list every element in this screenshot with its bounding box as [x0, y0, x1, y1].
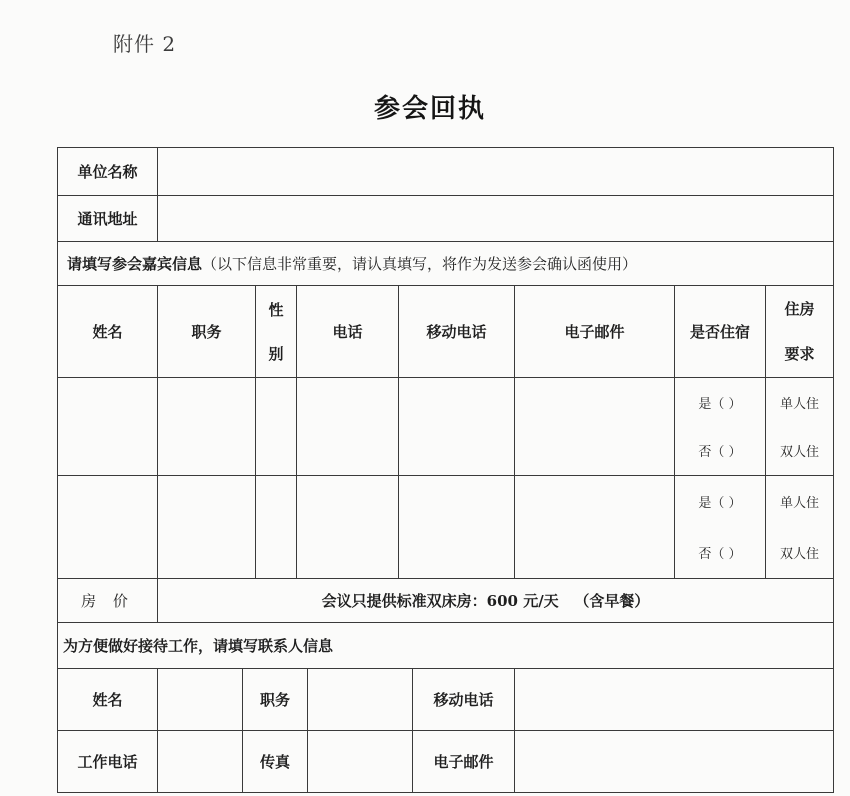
guest2-room-double: 双人住 — [779, 547, 819, 562]
header-room-text: 住房要求 — [784, 299, 815, 363]
contact-position-value — [307, 668, 413, 731]
guest2-lodging-no: 否（ ） — [698, 547, 742, 562]
guest2-phone — [296, 475, 399, 579]
header-gender-text: 性别 — [268, 300, 284, 363]
header-position: 职务 — [157, 285, 256, 378]
guest-instruction — [57, 241, 834, 286]
header-name: 姓名 — [57, 285, 158, 378]
guest2-mobile — [398, 475, 515, 579]
price-text: 会议只提供标准双床房：600 元/天 （含早餐） — [157, 578, 834, 623]
org-address-value — [157, 195, 834, 242]
guest2-position — [157, 475, 256, 579]
contact-position-label: 职务 — [242, 668, 308, 731]
guest2-room — [765, 475, 834, 579]
guest1-room-single: 单人住 — [779, 396, 819, 412]
org-name-label: 单位名称 — [57, 147, 158, 196]
guest2-lodging-yes: 是（ ） — [698, 496, 742, 511]
guest2-name — [57, 475, 158, 579]
guest2-lodging — [674, 475, 766, 579]
header-lodging: 是否住宿 — [674, 285, 766, 378]
contact-name-label: 姓名 — [57, 668, 158, 731]
contact-work-phone-value — [157, 730, 243, 793]
contact-mobile-label: 移动电话 — [412, 668, 515, 731]
org-name-value — [157, 147, 834, 196]
contact-instruction: 为方便做好接待工作，请填写联系人信息 — [57, 622, 834, 669]
guest2-room-single: 单人住 — [779, 496, 819, 511]
header-phone: 电话 — [296, 285, 399, 378]
guest1-room-double: 双人住 — [779, 445, 819, 461]
org-address-label: 通讯地址 — [57, 195, 158, 242]
header-mobile: 移动电话 — [398, 285, 515, 378]
header-room — [765, 285, 834, 378]
header-gender — [255, 285, 297, 378]
guest1-lodging-yes: 是（ ） — [698, 396, 742, 412]
contact-fax-label: 传真 — [242, 730, 308, 793]
guest1-lodging — [674, 377, 766, 476]
guest-instruction-bold: 请填写参会嘉宾信息 — [67, 255, 203, 273]
guest1-lodging-no: 否（ ） — [698, 445, 742, 461]
header-email: 电子邮件 — [514, 285, 675, 378]
guest2-gender — [255, 475, 297, 579]
contact-name-value — [157, 668, 243, 731]
contact-fax-value — [307, 730, 413, 793]
contact-mobile-value — [514, 668, 834, 731]
guest1-name — [57, 377, 158, 476]
price-label: 房 价 — [57, 578, 158, 623]
attachment-label: 附件 2 — [113, 32, 177, 56]
contact-email-value — [514, 730, 834, 793]
contact-email-label: 电子邮件 — [412, 730, 515, 793]
guest1-gender — [255, 377, 297, 476]
guest-instruction-note: （以下信息非常重要，请认真填写，将作为发送参会确认函使用） — [202, 255, 638, 273]
form-title: 参会回执 — [373, 94, 486, 124]
contact-work-phone-label: 工作电话 — [57, 730, 158, 793]
guest1-room — [765, 377, 834, 476]
guest2-email — [514, 475, 675, 579]
guest1-email — [514, 377, 675, 476]
guest1-position — [157, 377, 256, 476]
guest1-mobile — [398, 377, 515, 476]
guest1-phone — [296, 377, 399, 476]
